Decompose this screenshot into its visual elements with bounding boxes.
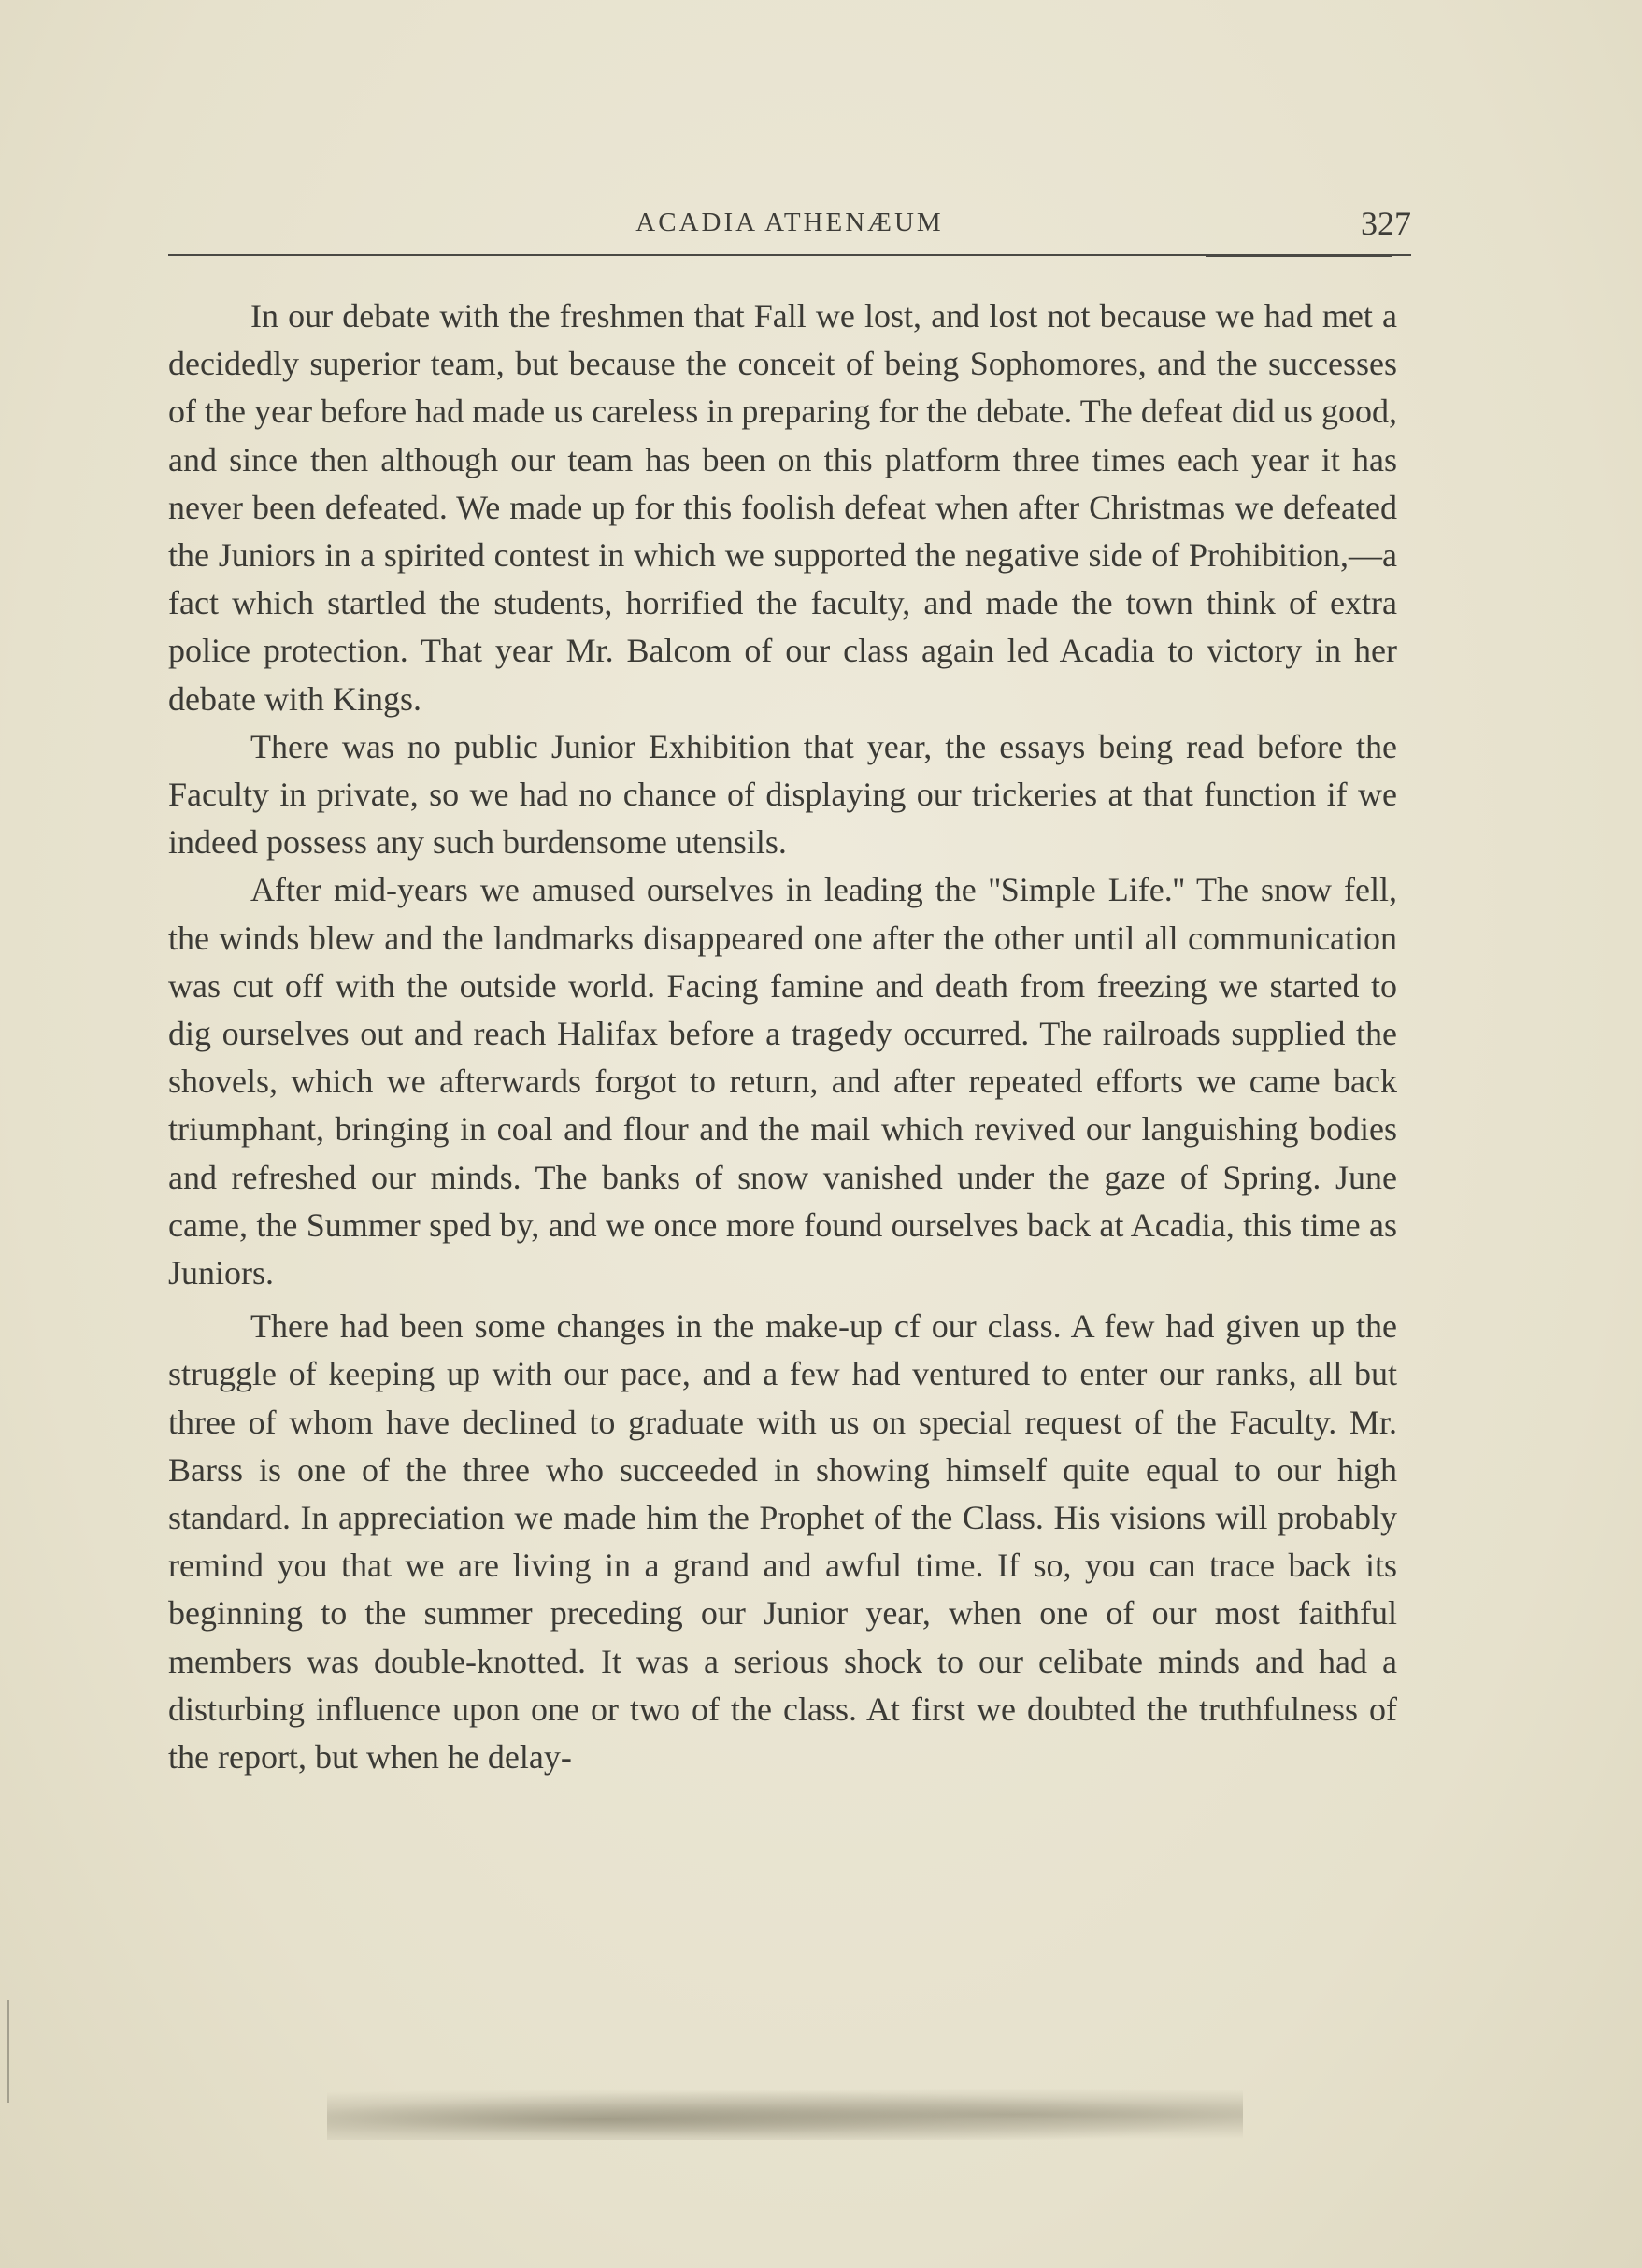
journal-title: ACADIA ATHENÆUM (635, 207, 944, 237)
paragraph: There had been some changes in the make-up cf our class. A few had given up the struggle of keeping up with our pace, and a few had ventured to enter our ranks, all but three of whom have declined to graduate with us on special request of the Faculty. Mr. Barss is one of the three who succeeded in showing himself quite equal to our high standard. In appreciation we made him the Prophet of the Class. His visions will probably remind you that we are living in a grand and awful time. If so, you can trace back its beginning to the summer preceding our Junior year, when one of our most faithful members was double-knotted. It was a serious shock to our celibate minds and had a disturbing influence upon one or two of the class. At first we doubted the truthfulness of the report, but when he delay- (168, 1307, 1397, 1776)
header-rule-accent (1206, 254, 1392, 257)
paper-damage-stain (327, 2089, 1243, 2140)
paragraph: In our debate with the freshmen that Fall we lost, and lost not because we had met a decidedly superior team, but because the conceit of being Sophomores, and the successes of the year before had made us careless in preparing for the debate. The defeat did us good, and since then although our team has been on this platform three times each year it has never been defeated. We made up for this foolish defeat when after Christmas we defeated the Juniors in a spirited contest in which we supported the negative side of Prohibition,—a fact which startled the students, horrified the faculty, and made the town think of extra police protection. That year Mr. Balcom of our class again led Acadia to victory in her debate with Kings. (168, 297, 1397, 718)
page-edge-mark (7, 2000, 9, 2103)
page-number: 327 (1361, 205, 1411, 242)
paragraph: After mid-years we amused ourselves in leading the ''Simple Life.'' The snow fell, the winds blew and the landmarks disappeared one after the other until all communication was cut off with the outside world. Facing famine and death from freezing we started to dig ourselves out and reach Halifax before a tragedy occurred. The railroads supplied the shovels, which we afterwards forgot to return, and after repeated efforts we came back triumphant, bringing in coal and flour and the mail which revived our languishing bodies and refreshed our minds. The banks of snow vanished under the gaze of Spring. June came, the Summer sped by, and we once more found ourselves back at Acadia, this time as Juniors. (168, 871, 1397, 1292)
running-head (168, 204, 1411, 260)
paragraph: There was no public Junior Exhibition that year, the essays being read before the Faculty in private, so we had no chance of displaying our trickeries at that function if we indeed possess any such burdensome utensils. (168, 727, 1397, 862)
body-text (168, 292, 1397, 1781)
